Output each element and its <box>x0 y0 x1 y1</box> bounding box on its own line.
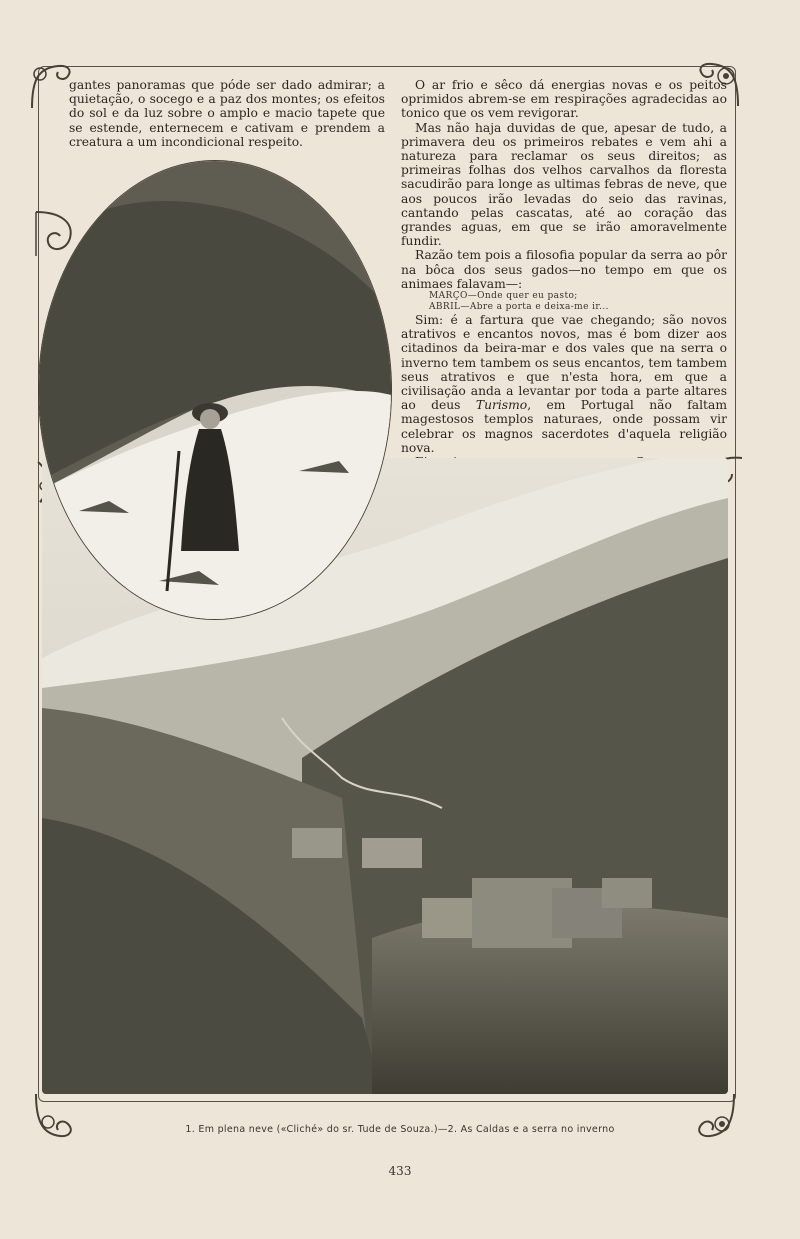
dialog-march: MARÇO—Onde quer eu pasto; <box>429 291 578 302</box>
paragraph-spring: Mas não haja duvidas de que, apesar de tudo, a primavera deu os primeiros rebates e vem ahi a natureza para reclamar os seus direitos; as primeiras folhas dos velhos carvalhos da floresta sacudirão para longe as ultimas febras de neve, que aos poucos irão levadas do seio das ravinas, cantando pelas cascatas, até ao coração das grandes aguas, em que se irão amoravelmente fundir. <box>401 120 727 249</box>
right-text-column <box>401 78 727 499</box>
dialog-april: ABRIL—Abre a porta e deixa-me ir... <box>429 302 609 313</box>
paragraph-cold-air: O ar frio e sêco dá energias novas e os peitos oprimidos abrem-se em respirações agradecidas ao tonico que os vem revigorar. <box>401 78 727 121</box>
turismo-italic: Turismo <box>475 398 528 413</box>
left-text-column <box>69 78 385 149</box>
left-paragraph: gantes panoramas que póde ser dado admirar; a quietação, o socego e a paz dos montes; os efeitos do sol e da luz sobre o amplo e macio tapete que se estende, enternecem e cativam e prendem a creatura a um incondicional respeito. <box>69 78 385 149</box>
ornament-left-scroll-icon <box>30 208 76 260</box>
photo-oval-snow-woman <box>38 160 392 620</box>
ornament-top-left-icon <box>28 60 74 112</box>
paragraph-abundance: Sim: é a fartura que vae chegando; são novos atrativos e encantos novos, mas é bom dizer aos citadinos da beira-mar e dos vales que na serra o inverno tem tambem os seus encantos, tem tambem seus atrativos e que n'esta hora, em que a civilisação anda a levantar por toda a parte altares ao deus Turismo, em Portugal não faltam magestosos templos naturaes, onde possam vir celebrar os magnos sacerdotes d'aquela religião nova. <box>401 313 727 455</box>
paragraph-folk-philosophy: Razão tem pois a filosofia popular da serra ao pôr na bôca dos seus gados—no tempo em que os animaes falavam—: <box>401 248 727 291</box>
figure-caption: 1. Em plena neve («Cliché» do sr. Tude de Souza.)—2. As Caldas e a serra no inverno <box>185 1124 615 1135</box>
page-number: 433 <box>388 1164 412 1178</box>
